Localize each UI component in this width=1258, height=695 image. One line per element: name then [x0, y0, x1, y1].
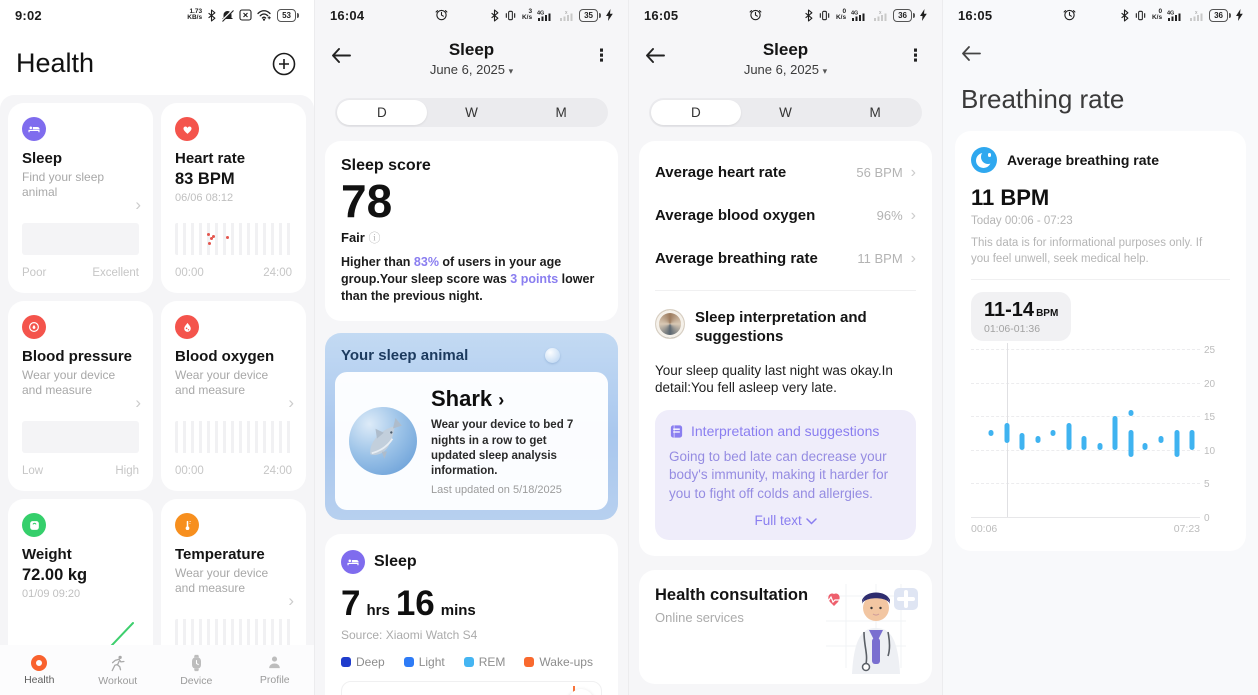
page-title: Breathing rate	[961, 84, 1125, 114]
charging-bolt-icon	[920, 9, 927, 21]
overflow-menu-icon[interactable]: ⋮	[907, 46, 924, 65]
nav-item-profile[interactable]: Profile	[236, 645, 315, 695]
sleep-score-card	[325, 141, 618, 321]
vibrate-icon	[1134, 9, 1147, 22]
svg-text:4G: 4G	[851, 10, 859, 16]
chevron-right-icon: ›	[498, 390, 505, 411]
svg-text:4G: 4G	[1167, 10, 1175, 16]
signal-4g-icon	[1167, 9, 1184, 22]
sleep-section-title: Sleep	[374, 553, 417, 571]
back-arrow-icon[interactable]	[645, 48, 665, 63]
card-subtitle: Wear your device and measure	[22, 368, 116, 398]
clock-text: 16:05	[958, 7, 993, 23]
tab-month[interactable]: M	[555, 105, 567, 120]
sleep-card[interactable]	[8, 103, 153, 293]
card-title: Weight	[22, 546, 72, 563]
heart-rate-sparkline	[175, 223, 292, 255]
sleep-animal-updated: Last updated on 5/18/2025	[431, 484, 562, 497]
alarm-icon	[435, 8, 448, 21]
percentile-highlight: 83%	[413, 254, 439, 269]
watch-icon	[189, 654, 204, 672]
sleep-animal-description: Wear your device to bed 7 nights in a row to get updated sleep analysis information.	[431, 419, 574, 477]
signal-4g-icon	[851, 9, 868, 22]
chevron-right-icon: ›	[135, 393, 141, 412]
info-icon[interactable]: ⓘ	[368, 230, 381, 245]
time-end-label: 24:00	[263, 267, 292, 279]
battery-icon: 36	[893, 9, 915, 22]
alarm-icon	[749, 8, 762, 21]
sim-missing-icon	[239, 9, 252, 21]
signal-nosim-icon	[559, 9, 574, 22]
tab-week[interactable]: W	[465, 105, 478, 120]
vibrate-icon	[818, 9, 831, 22]
heart-icon	[175, 117, 199, 141]
caret-down-icon: ▾	[508, 66, 514, 76]
avg-breathing-rate-row[interactable]: Average breathing rate 11 BPM ›	[655, 249, 916, 267]
breathing-plot[interactable]: 0 5 10 15 20 25	[971, 349, 1200, 517]
avg-breathing-label: Average breathing rate	[1007, 152, 1159, 168]
shark-image	[349, 407, 417, 475]
card-title: Temperature	[175, 546, 265, 563]
interpretation-summary: Your sleep quality last night was okay.In detail:You fell asleep very late.	[655, 362, 893, 396]
bluetooth-icon	[1120, 9, 1129, 22]
page-title: Health	[16, 48, 95, 78]
card-title: Heart rate	[175, 150, 246, 167]
card-title: Sleep	[22, 150, 63, 167]
sleep-animal-inner-card	[335, 372, 608, 510]
mute-icon	[221, 9, 234, 22]
svg-text:x: x	[565, 9, 568, 16]
signal-nosim-icon	[1189, 9, 1204, 22]
tab-week[interactable]: W	[779, 105, 792, 120]
charging-bolt-icon	[1236, 9, 1243, 21]
tab-day[interactable]: D	[337, 100, 427, 125]
breathing-rate-card	[955, 131, 1246, 551]
card-subtitle: Find your sleep animal	[22, 170, 105, 200]
blood-pressure-placeholder-bar	[22, 421, 139, 453]
clock-text: 16:05	[644, 7, 679, 23]
runner-icon	[108, 654, 127, 672]
bluetooth-icon	[207, 9, 216, 22]
breathing-icon	[971, 147, 997, 173]
thermometer-icon	[175, 513, 199, 537]
sleep-animal-card[interactable]	[325, 333, 618, 520]
legend-dot-deep	[341, 657, 351, 667]
avg-blood-oxygen-row[interactable]: Average blood oxygen 96% ›	[655, 206, 916, 224]
network-speed-icon: 0 K/s	[835, 7, 847, 21]
screen-header	[315, 30, 628, 86]
status-bar	[315, 0, 628, 30]
expand-chart-button[interactable]	[568, 689, 594, 695]
panel-sleep-detail	[314, 0, 628, 695]
consultation-title: Health consultation	[655, 586, 809, 605]
person-icon	[266, 654, 283, 671]
overflow-menu-icon[interactable]: ⋮	[593, 46, 610, 65]
clock-text: 16:04	[330, 7, 365, 23]
panel-health-home	[0, 0, 314, 695]
sleep-score-rating: Fair ⓘ	[341, 229, 381, 245]
interpretation-box-body: Going to bed late can decrease your body's immunity, making it harder for you to fight off colds and allergies.	[669, 449, 889, 501]
battery-icon: 36	[1209, 9, 1231, 22]
date-selector[interactable]: June 6, 2025 ▾	[429, 62, 514, 77]
nav-item-workout[interactable]: Workout	[79, 645, 158, 695]
sleep-metrics-card	[639, 141, 932, 556]
interpretation-box	[655, 410, 916, 540]
period-tabs	[649, 98, 922, 127]
nav-item-device[interactable]: Device	[157, 645, 236, 695]
tab-day[interactable]: D	[651, 100, 741, 125]
sleep-duration-card	[325, 534, 618, 695]
network-speed-icon: 3 K/s	[521, 7, 533, 21]
weight-value: 72.00 kg	[22, 566, 88, 584]
chevron-right-icon: ›	[910, 206, 916, 224]
add-button[interactable]	[272, 52, 296, 76]
full-text-toggle[interactable]: Full text	[669, 513, 902, 528]
points-highlight: 3 points	[510, 271, 559, 286]
hypnogram-chart	[341, 681, 602, 695]
measurement-time: 01/09 09:20	[22, 588, 81, 600]
sleep-animal-name[interactable]: Shark ›	[431, 386, 505, 412]
avg-heart-rate-row[interactable]: Average heart rate 56 BPM ›	[655, 163, 916, 181]
legend-dot-wake	[524, 657, 534, 667]
time-start-label: 00:00	[175, 465, 204, 477]
bed-icon	[341, 550, 365, 574]
nav-item-health[interactable]: Health	[0, 645, 79, 695]
network-speed-icon: 1.73 KB/s	[187, 7, 203, 21]
weight-scale-icon	[22, 513, 46, 537]
sleep-duration: 7 hrs 16 mins	[341, 584, 476, 624]
disclaimer-text: This data is for informational purposes only. If you feel unwell, seek medical help.	[971, 237, 1203, 265]
selected-range-tooltip: 11-14 BPM 01:06-01:36	[971, 292, 1071, 341]
avg-breathing-value: 11 BPM	[971, 185, 1050, 210]
status-bar	[629, 0, 942, 30]
measurement-period: Today 00:06 - 07:23	[971, 215, 1073, 227]
hospital-seal-icon	[655, 309, 685, 339]
card-divider	[971, 279, 1230, 280]
battery-icon: 35	[579, 9, 601, 22]
bed-icon	[22, 117, 46, 141]
heart-rate-card[interactable]	[161, 103, 306, 293]
bluetooth-icon	[490, 9, 499, 22]
header-title: Sleep	[762, 40, 809, 59]
data-source: Source: Xiaomi Watch S4	[341, 628, 478, 643]
heart-rate-value: 83 BPM	[175, 170, 235, 188]
bluetooth-icon	[804, 9, 813, 22]
chevron-right-icon: ›	[135, 195, 141, 214]
time-end-label: 24:00	[263, 465, 292, 477]
scale-min-label: Low	[22, 465, 44, 477]
blood-pressure-icon	[22, 315, 46, 339]
x-start-label: 00:06	[971, 523, 998, 536]
x-axis-labels	[971, 523, 1200, 535]
blood-oxygen-card[interactable]	[161, 301, 306, 491]
doctor-illustration	[806, 576, 922, 676]
chevron-right-icon: ›	[910, 249, 916, 267]
health-consultation-card[interactable]	[639, 570, 932, 684]
panel-sleep-detail-scrolled	[628, 0, 942, 695]
card-title: Blood oxygen	[175, 348, 275, 365]
time-start-label: 00:00	[175, 267, 204, 279]
blood-pressure-card[interactable]	[8, 301, 153, 491]
svg-text:x: x	[1195, 9, 1198, 16]
date-selector[interactable]: June 6, 2025 ▾	[743, 62, 828, 77]
consultation-subtitle: Online services	[655, 610, 744, 626]
health-tab-icon	[31, 655, 47, 671]
svg-text:x: x	[879, 9, 882, 16]
scale-max-label: High	[115, 465, 139, 477]
sleep-animal-header: Your sleep animal	[341, 347, 469, 365]
svg-text:4G: 4G	[537, 10, 545, 16]
status-bar	[0, 0, 314, 30]
scale-min-label: Poor	[22, 267, 47, 279]
battery-icon: 53	[277, 9, 299, 22]
blood-oxygen-icon	[175, 315, 199, 339]
interpretation-title: Sleep interpretation and suggestions	[695, 309, 867, 345]
panel-breathing-rate	[942, 0, 1258, 695]
chevron-right-icon: ›	[288, 393, 294, 412]
bubble-decoration	[545, 348, 560, 363]
signal-4g-icon	[537, 9, 554, 22]
sleep-score-label: Sleep score	[341, 157, 431, 174]
screen-header	[629, 30, 942, 86]
tab-month[interactable]: M	[869, 105, 881, 120]
scale-max-label: Excellent	[92, 267, 139, 279]
chevron-down-icon	[806, 518, 817, 525]
chevron-right-icon: ›	[288, 591, 294, 610]
sleep-placeholder-bar	[22, 223, 139, 255]
x-end-label: 07:23	[1173, 523, 1200, 536]
network-speed-icon: 0 K/s	[1151, 7, 1163, 21]
header-title: Sleep	[448, 40, 495, 59]
card-subtitle: Wear your device and measure	[175, 566, 269, 596]
section-divider	[655, 290, 916, 291]
card-title: Blood pressure	[22, 348, 133, 365]
wifi-icon	[257, 9, 272, 21]
measurement-time: 06/06 08:12	[175, 192, 234, 204]
chevron-right-icon: ›	[910, 163, 916, 181]
interpretation-box-title: Interpretation and suggestions	[691, 423, 880, 440]
bottom-nav	[0, 645, 314, 695]
health-card-grid	[0, 95, 314, 695]
vibrate-icon	[504, 9, 517, 22]
signal-nosim-icon	[873, 9, 888, 22]
charging-bolt-icon	[606, 9, 613, 21]
period-tabs	[335, 98, 608, 127]
notebook-icon	[669, 424, 684, 439]
back-arrow-icon[interactable]	[331, 48, 351, 63]
clock-text: 9:02	[15, 7, 42, 23]
card-subtitle: Wear your device and measure	[175, 368, 269, 398]
sleep-score-description: Higher than 83% of users in your age group.Your sleep score was 3 points lower than the previous night.	[341, 254, 595, 304]
status-bar	[943, 0, 1258, 30]
legend-dot-rem	[464, 657, 474, 667]
alarm-icon	[1063, 8, 1076, 21]
sleep-stage-legend: Deep Light REM Wake-ups	[341, 655, 602, 669]
sleep-score-value: 78	[341, 175, 393, 227]
back-arrow-icon[interactable]	[961, 46, 981, 61]
caret-down-icon: ▾	[822, 66, 828, 76]
blood-oxygen-sparkline	[175, 421, 292, 453]
legend-dot-light	[404, 657, 414, 667]
